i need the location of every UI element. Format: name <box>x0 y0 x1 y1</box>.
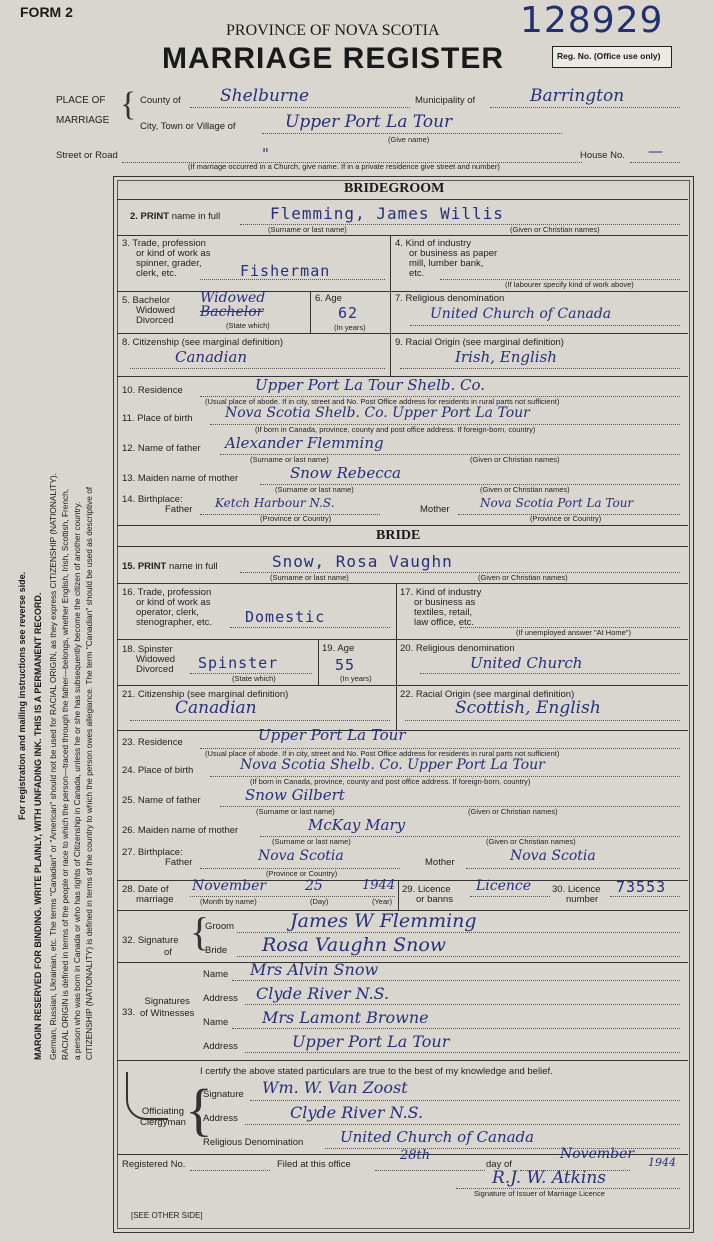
f14-label: 14. Birthplace: <box>122 494 183 505</box>
birth-note-11: (If born in Canada, province, county and post office address. If foreign-born, country) <box>255 425 536 434</box>
marriage-year: 1944 <box>362 878 396 893</box>
bride-father-birth: Nova Scotia <box>258 848 344 864</box>
groom-residence: Upper Port La Tour Shelb. Co. <box>255 376 486 394</box>
given-note-2: (Given or Christian names) <box>510 225 600 234</box>
f32-label: 32. Signature of <box>122 935 179 958</box>
issuer-label: Signature of Issuer of Marriage Licence <box>474 1189 605 1198</box>
street-label: Street or Road <box>56 150 118 161</box>
f4-label: 4. Kind of industry or business as paper mill, lumber bank, etc. <box>395 238 498 279</box>
clergy-rel-label: Religious Denomination <box>203 1137 304 1148</box>
province-heading: PROVINCE OF NOVA SCOTIA <box>226 22 440 39</box>
year-note: (Year) <box>372 897 393 906</box>
groom-birthplace: Nova Scotia Shelb. Co. Upper Port La Tour <box>225 405 530 421</box>
f29-label: 29. Licence or banns <box>402 884 453 905</box>
groom-status: Widowed <box>200 290 266 306</box>
street-value: " <box>262 145 269 163</box>
surname-note-26: (Surname or last name) <box>272 837 351 846</box>
issuer-signature: R.J. W. Atkins <box>492 1168 607 1188</box>
surname-note-13: (Surname or last name) <box>275 485 354 494</box>
w2-name-label: Name <box>203 1017 229 1028</box>
place-of-label: PLACE OF <box>56 95 106 106</box>
clergy-religion: United Church of Canada <box>340 1128 535 1146</box>
sidebar-line-2: a person who was born in Canada or who has rights of Citizenship in Canada, unless he or she has subsequently become the citizen of another country. <box>72 501 82 1060</box>
bride-residence: Upper Port La Tour <box>258 726 406 744</box>
given-note-25: (Given or Christian names) <box>468 807 558 816</box>
f2-label: 2. PRINT name in full <box>130 211 221 222</box>
bride-name: Snow, Rosa Vaughn <box>272 552 453 571</box>
given-note-26: (Given or Christian names) <box>486 837 576 846</box>
given-note-13: (Given or Christian names) <box>480 485 570 494</box>
f26-label: 26. Maiden name of mother <box>122 825 239 836</box>
f30-label: 30. Licence number <box>552 884 601 905</box>
marriage-label: MARRIAGE <box>56 115 110 126</box>
residence-note-10: (Usual place of abode. If in city, street and No. Post Office address for residents in rural parts not sufficient) <box>205 397 560 406</box>
city-label: City, Town or Village of <box>140 121 236 132</box>
marriage-day: 25 <box>305 878 323 894</box>
licence-type: Licence <box>476 878 532 894</box>
f5-label: 5. Bachelor Widowed Divorced <box>122 295 176 326</box>
f25-label: 25. Name of father <box>122 795 201 806</box>
f23-label: 23. Residence <box>122 737 183 748</box>
surname-note-25: (Surname or last name) <box>256 807 335 816</box>
province-note-27: (Province or Country) <box>266 869 338 878</box>
surname-note-2: (Surname or last name) <box>268 225 347 234</box>
municipality-label: Municipality of <box>415 95 476 106</box>
witness-1-name: Mrs Alvin Snow <box>250 960 379 979</box>
f24-label: 24. Place of birth <box>122 765 194 776</box>
f15-label: 15. PRINT name in full <box>122 561 218 572</box>
county-label: County of <box>140 95 181 106</box>
province-note-14a: (Province or Country) <box>260 514 332 523</box>
city-note: (Give name) <box>388 135 430 144</box>
sidebar-line-4: German, Russian, Ukrainian, etc. The terms "Canadian" or "American" should not be used for RACIAL ORIGIN, as they express CITIZENSHIP (NATIONALITY). <box>48 473 58 1060</box>
day-note: (Day) <box>310 897 329 906</box>
bride-citizenship: Canadian <box>175 698 257 718</box>
f3-label: 3. Trade, profession or kind of work as spinner, grader, clerk, etc. <box>122 238 211 279</box>
groom-name: Flemming, James Willis <box>270 204 504 223</box>
groom-father-birth: Ketch Harbour N.S. <box>215 496 335 510</box>
f16-label: 16. Trade, profession or kind of work as operator, clerk, stenographer, etc. <box>122 587 213 628</box>
groom-sig-label: Groom <box>205 921 235 932</box>
f27-mother-label: Mother <box>425 857 455 868</box>
clergy-label: Officiating Clergyman <box>140 1106 186 1128</box>
clergy-signature: Wm. W. Van Zoost <box>262 1078 408 1097</box>
reg-no-label: Reg. No. (Office use only) <box>557 51 661 61</box>
w1-address-label: Address <box>203 993 238 1004</box>
sidebar-line-6: For registration and mailing instructions see reverse side. <box>17 571 27 820</box>
bride-trade: Domestic <box>245 608 326 626</box>
surname-note-12: (Surname or last name) <box>250 455 329 464</box>
month-note: (Month by name) <box>200 897 257 906</box>
brace-icon: { <box>120 86 137 123</box>
street-note: (If marriage occurred in a Church, give name. If in a private residence give street and number) <box>188 162 500 171</box>
reg-no-box <box>552 46 672 68</box>
years-note-6: (In years) <box>334 323 366 332</box>
clergy-sig-label: Signature <box>203 1089 244 1100</box>
groom-citizenship: Canadian <box>175 348 248 366</box>
city-value: Upper Port La Tour <box>285 112 453 132</box>
f10-label: 10. Residence <box>122 385 183 396</box>
f27-father-label: Father <box>165 857 193 868</box>
form-number: FORM 2 <box>20 4 73 20</box>
bride-heading: BRIDE <box>376 528 421 543</box>
house-value: — <box>648 142 663 160</box>
bride-racial: Scottish, English <box>455 698 601 718</box>
registration-number: 128929 <box>520 0 664 41</box>
witness-2-address: Upper Port La Tour <box>292 1032 450 1051</box>
groom-signature: James W Flemming <box>290 910 477 932</box>
f7-label: 7. Religious denomination <box>395 293 505 304</box>
f9-label: 9. Racial Origin (see marginal definition) <box>395 337 564 348</box>
licence-number: 73553 <box>616 878 667 896</box>
sidebar-line-1: CITIZENSHIP (NATIONALITY) is defined in terms of the country to which the person owes allegiance. The term "Canadian" should be used as descriptive of <box>84 486 94 1060</box>
f33-label: 33. <box>122 1007 136 1018</box>
sidebar-line-5: MARGIN RESERVED FOR BINDING. WRITE PLAINLY, WITH UNFADING INK. THIS IS A PERMANENT RECORD. <box>33 592 43 1060</box>
groom-trade: Fisherman <box>240 262 331 280</box>
f27-label: 27. Birthplace: <box>122 847 183 858</box>
f28-label: 28. Date of marriage <box>122 884 174 905</box>
f17-note: (If unemployed answer "At Home") <box>516 628 631 637</box>
f22-label: 22. Racial Origin (see marginal definition) <box>400 689 575 700</box>
groom-age: 62 <box>338 304 359 322</box>
f19-label: 19. Age <box>322 643 355 654</box>
bride-signature: Rosa Vaughn Snow <box>262 934 447 956</box>
birth-note-24: (If born in Canada, province, county and post office address. If foreign-born, country) <box>250 777 531 786</box>
f18-label: 18. Spinster Widowed Divorced <box>122 644 176 675</box>
f14-father-label: Father <box>165 504 193 515</box>
bride-mother: McKay Mary <box>308 816 406 834</box>
filed-label: Filed at this office <box>277 1159 351 1170</box>
bride-status: Spinster <box>198 654 279 672</box>
brace-icon: { <box>185 1077 213 1142</box>
marriage-month: November <box>192 878 267 894</box>
county-value: Shelburne <box>220 86 310 106</box>
f6-label: 6. Age <box>315 293 342 304</box>
filed-year: 1944 <box>648 1156 676 1169</box>
bride-birthplace: Nova Scotia Shelb. Co. Upper Port La Tour <box>240 757 545 773</box>
bridegroom-heading: BRIDEGROOM <box>344 181 445 196</box>
brace-icon: { <box>190 909 210 954</box>
groom-mother: Snow Rebecca <box>290 464 401 482</box>
f8-label: 8. Citizenship (see marginal definition) <box>122 337 284 348</box>
sidebar-line-3: RACIAL ORIGIN is defined in terms of the people or race to which the person—traced through the father—belongs, whether English, Irish, Scottish, French, <box>60 488 70 1060</box>
groom-racial: Irish, English <box>455 348 557 366</box>
registered-label: Registered No. <box>122 1159 186 1170</box>
w1-name-label: Name <box>203 969 229 980</box>
state-note-18: (State which) <box>232 674 276 683</box>
form-title: MARRIAGE REGISTER <box>162 42 505 75</box>
bride-father: Snow Gilbert <box>245 786 345 804</box>
filed-month: November <box>560 1146 635 1162</box>
f13-label: 13. Maiden name of mother <box>122 473 239 484</box>
bride-mother-birth: Nova Scotia <box>510 848 596 864</box>
bride-sig-label: Bride <box>205 945 228 956</box>
filed-day: 28th <box>400 1148 431 1163</box>
f11-label: 11. Place of birth <box>122 413 193 424</box>
groom-status-crossed: Bachelor <box>200 304 264 320</box>
see-other-side: [SEE OTHER SIDE] <box>131 1211 203 1220</box>
groom-mother-birth: Nova Scotia Port La Tour <box>480 496 634 510</box>
clergy-address-label: Address <box>203 1113 238 1124</box>
f20-label: 20. Religious denomination <box>400 643 515 654</box>
residence-note-23: (Usual place of abode. If in city, street and No. Post Office address for residents in rural parts not sufficient) <box>205 749 560 758</box>
f4-note: (If labourer specify kind of work above) <box>505 280 634 289</box>
bride-religion: United Church <box>470 654 583 672</box>
given-note-15: (Given or Christian names) <box>478 573 568 582</box>
house-label: House No. <box>580 150 625 161</box>
certify-statement: I certify the above stated particulars are true to the best of my knowledge and belief. <box>200 1066 553 1077</box>
f21-label: 21. Citizenship (see marginal definition) <box>122 689 289 700</box>
day-of-label: day of <box>486 1159 512 1170</box>
given-note-12: (Given or Christian names) <box>470 455 560 464</box>
groom-father: Alexander Flemming <box>225 434 384 452</box>
municipality-value: Barrington <box>530 86 625 106</box>
bride-age: 55 <box>335 656 356 674</box>
witness-2-name: Mrs Lamont Browne <box>262 1008 429 1027</box>
witness-1-address: Clyde River N.S. <box>256 984 390 1003</box>
surname-note-15: (Surname or last name) <box>270 573 349 582</box>
groom-religion: United Church of Canada <box>430 306 612 322</box>
f14-mother-label: Mother <box>420 504 450 515</box>
f17-label: 17. Kind of industry or business as textiles, retail, law office, etc. <box>400 587 482 628</box>
clergy-address: Clyde River N.S. <box>290 1103 424 1122</box>
state-note-5: (State which) <box>226 321 270 330</box>
w2-address-label: Address <box>203 1041 238 1052</box>
province-note-14b: (Province or Country) <box>530 514 602 523</box>
f12-label: 12. Name of father <box>122 443 201 454</box>
witness-label: Signatures of Witnesses <box>140 996 195 1019</box>
years-note-19: (In years) <box>340 674 372 683</box>
